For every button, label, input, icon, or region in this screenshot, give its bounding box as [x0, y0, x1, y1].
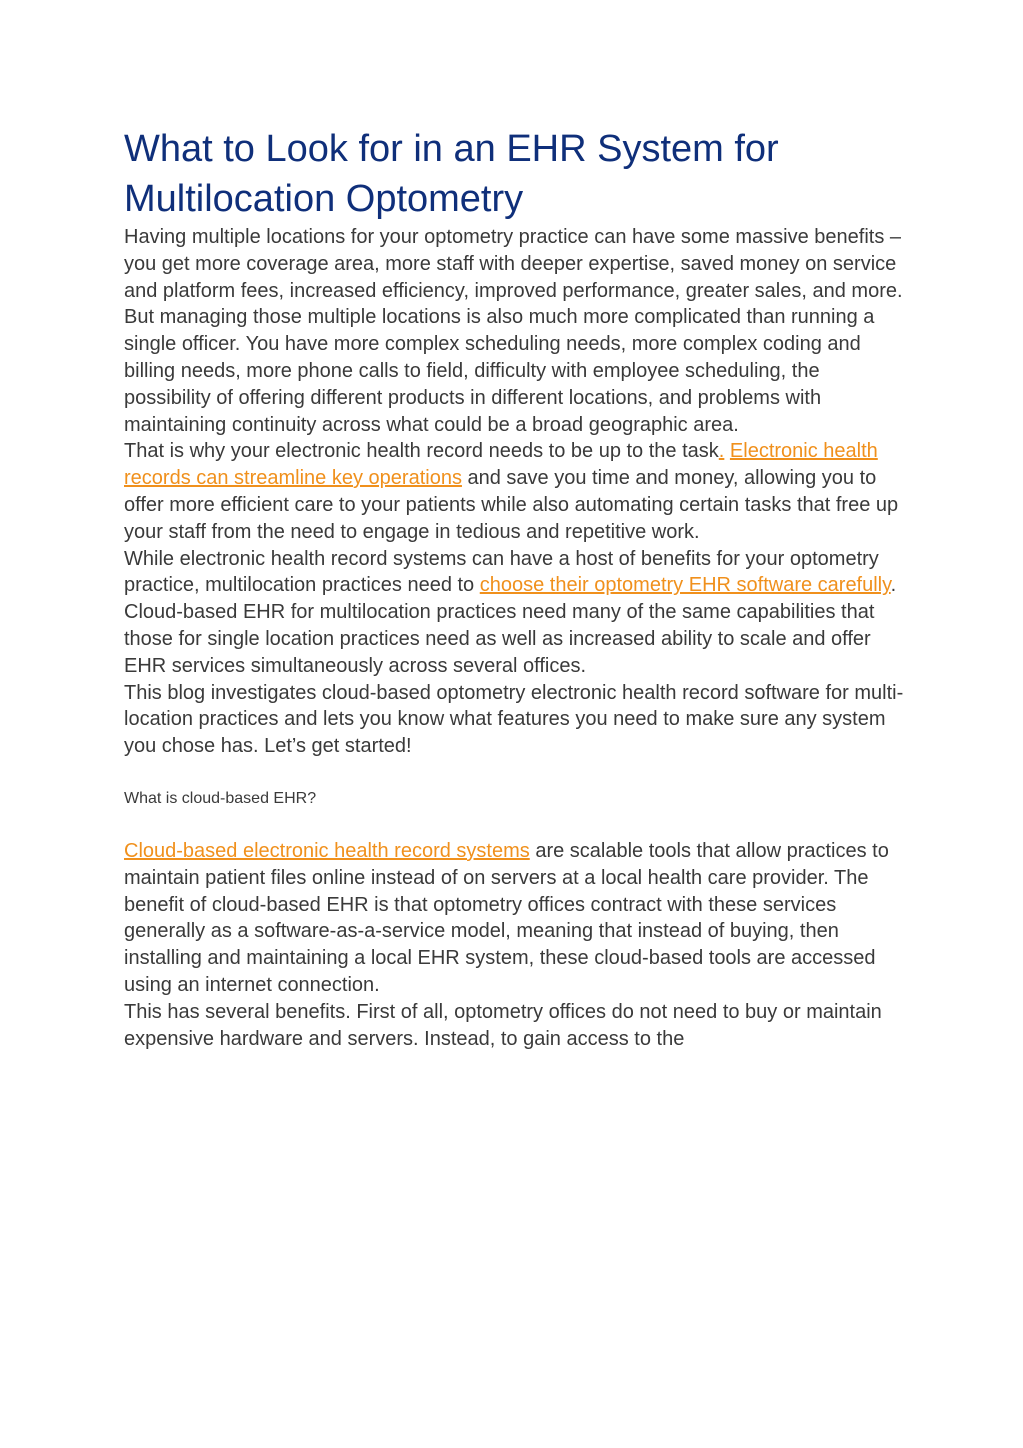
paragraph-cloud-ehr	[124, 838, 904, 999]
paragraph-text: While electronic health record systems can have a host of benefits for your optometry practice, multilocation practices need to	[124, 547, 879, 597]
paragraph-benefits	[124, 546, 904, 680]
paragraph-text: are scalable tools that allow practices to maintain patient files online instead of on servers at a local health care provider. The benefit of cloud-based EHR is that optometry offices contract with these services generally as a software-as-a-service model, meaning that instead of buying, then installing and maintaining a local EHR system, these cloud-based tools are accessed using an internet connection.	[124, 839, 889, 996]
paragraph-intro: Having multiple locations for your optometry practice can have some massive benefits – you get more coverage area, more staff with deeper expertise, saved money on service and platform fees, increased efficiency, improved performance, greater sales, and more.	[124, 226, 903, 302]
paragraph-complexity: But managing those multiple locations is also much more complicated than running a single officer. You have more complex scheduling needs, more complex coding and billing needs, more phone calls to field, difficulty with employee scheduling, the possibility of offering different products in different locations, and problems with maintaining continuity across what could be a broad geographic area.	[124, 306, 875, 436]
section-subheading: What is cloud-based EHR?	[124, 789, 317, 807]
paragraph-text: and save you time and money, allowing you to offer more efficient care to your patients while also automating certain tasks that free up your staff from the need to engage in tedious and repetitive work.	[124, 467, 899, 543]
paragraph-blog-intro: This blog investigates cloud-based optometry electronic health record software for multi-location practices and lets you know what features you need to make sure any system you chose has. Let’s get started!	[124, 681, 904, 758]
paragraph-text: That is why your electronic health record needs to be up to the task	[124, 440, 719, 463]
page-title: What to Look for in an EHR System for Multilocation Optometry	[124, 128, 779, 220]
cloud-based-ehr-link[interactable]: Cloud-based electronic health record systems	[124, 839, 530, 862]
paragraph-several-benefits: This has several benefits. First of all, optometry offices do not need to buy or maintain expensive hardware and servers. Instead, to gain access to the	[124, 1000, 882, 1050]
choose-ehr-software-link[interactable]: choose their optometry EHR software carefully	[479, 574, 891, 597]
period-link[interactable]: .	[718, 440, 725, 463]
document-page	[124, 124, 904, 1052]
paragraph-text: . Cloud-based EHR for multilocation practices need many of the same capabilities that those for single location practices need as well as increased ability to scale and offer EHR services simultaneously across several offices.	[124, 574, 897, 677]
paragraph-ehr-task	[124, 438, 904, 545]
streamline-operations-link[interactable]: Electronic health records can streamline key operations	[124, 440, 878, 490]
